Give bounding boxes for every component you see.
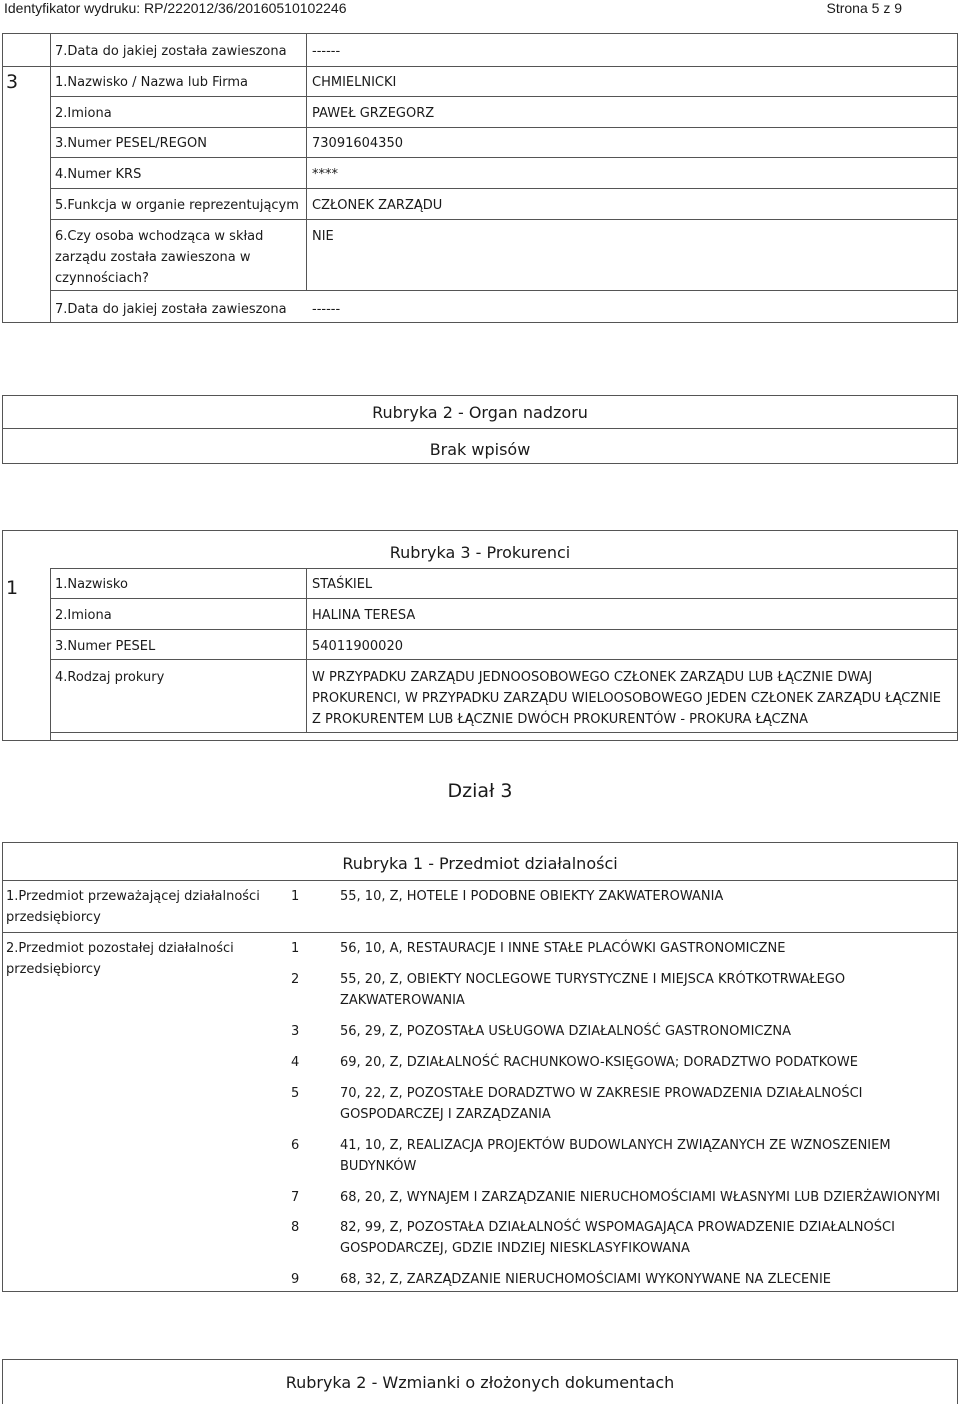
rubryka-1-title: Rubryka 1 - Przedmiot działalności bbox=[342, 854, 618, 873]
row-label: 7.Data do jakiej została zawieszona bbox=[55, 44, 287, 59]
row-label: 4.Numer KRS bbox=[55, 167, 142, 182]
row-label: 3.Numer PESEL bbox=[55, 639, 156, 654]
activity-number: 1 bbox=[291, 889, 300, 904]
person-number: 3 bbox=[6, 71, 19, 93]
other-activity-label: 2.Przedmiot pozostałej działalności przedsiębiorcy bbox=[6, 941, 234, 977]
row-label: 1.Nazwisko bbox=[55, 577, 128, 592]
activity-text: 55, 10, Z, HOTELE I PODOBNE OBIEKTY ZAKWATEROWANIA bbox=[340, 889, 724, 904]
activity-number: 1 bbox=[291, 941, 300, 956]
row-value: ------ bbox=[312, 44, 341, 59]
activity-number: 6 bbox=[291, 1138, 300, 1153]
main-activity-label: 1.Przedmiot przeważającej działalności przedsiębiorcy bbox=[6, 889, 260, 925]
row-label: 7.Data do jakiej została zawieszona bbox=[55, 302, 287, 317]
row-label: 2.Imiona bbox=[55, 608, 112, 623]
row-label: 3.Numer PESEL/REGON bbox=[55, 136, 207, 151]
prokurent-number: 1 bbox=[6, 577, 19, 599]
row-value: NIE bbox=[312, 229, 334, 244]
activity-text: 68, 32, Z, ZARZĄDZANIE NIERUCHOMOŚCIAMI WYKONYWANE NA ZLECENIE bbox=[340, 1272, 832, 1287]
rubryka-3-title: Rubryka 3 - Prokurenci bbox=[389, 543, 571, 562]
activity-text: 56, 29, Z, POZOSTAŁA USŁUGOWA DZIAŁALNOŚĆ GASTRONOMICZNA bbox=[340, 1024, 792, 1039]
section-title: Dział 3 bbox=[447, 780, 513, 802]
activity-text: 82, 99, Z, POZOSTAŁA DZIAŁALNOŚĆ WSPOMAGAJĄCA PROWADZENIE DZIAŁALNOŚCI GOSPODARCZEJ, GDZIE INDZIEJ NIESKLASYFIKOWANA bbox=[340, 1220, 895, 1256]
activity-text: 56, 10, A, RESTAURACJE I INNE STAŁE PLACÓWKI GASTRONOMICZNE bbox=[340, 941, 786, 956]
print-identifier: Identyfikator wydruku: RP/222012/36/20160510102246 bbox=[4, 0, 347, 16]
activity-number: 5 bbox=[291, 1086, 300, 1101]
row-value: **** bbox=[312, 167, 338, 182]
activity-text: 70, 22, Z, POZOSTAŁE DORADZTWO W ZAKRESIE PROWADZENIA DZIAŁALNOŚCI GOSPODARCZEJ I ZARZĄDZANIA bbox=[340, 1086, 863, 1122]
row-label: 1.Nazwisko / Nazwa lub Firma bbox=[55, 75, 248, 90]
row-value: STAŚKIEL bbox=[312, 577, 373, 592]
activity-text: 69, 20, Z, DZIAŁALNOŚĆ RACHUNKOWO-KSIĘGOWA; DORADZTWO PODATKOWE bbox=[340, 1055, 858, 1070]
activity-number: 8 bbox=[291, 1220, 300, 1235]
row-label: 2.Imiona bbox=[55, 106, 112, 121]
activity-number: 2 bbox=[291, 972, 300, 987]
row-label: 5.Funkcja w organie reprezentującym bbox=[55, 198, 299, 213]
row-value: PAWEŁ GRZEGORZ bbox=[312, 106, 435, 121]
empty-entries: Brak wpisów bbox=[429, 440, 531, 459]
row-value: CHMIELNICKI bbox=[312, 75, 397, 90]
activity-number: 7 bbox=[291, 1190, 300, 1205]
activity-number: 9 bbox=[291, 1272, 300, 1287]
activity-number: 4 bbox=[291, 1055, 300, 1070]
activity-text: 55, 20, Z, OBIEKTY NOCLEGOWE TURYSTYCZNE I MIEJSCA KRÓTKOTRWAŁEGO ZAKWATEROWANIA bbox=[340, 972, 846, 1008]
row-label: 4.Rodzaj prokury bbox=[55, 670, 165, 685]
row-value: HALINA TERESA bbox=[312, 608, 416, 623]
row-value: W PRZYPADKU ZARZĄDU JEDNOOSOBOWEGO CZŁONEK ZARZĄDU LUB ŁĄCZNIE DWAJ PROKURENCI, W PRZYPADKU ZARZĄDU WIELOOSOBOWEGO JEDEN CZŁONEK ZARZĄDU ŁĄCZNIE Z PROKURENTEM LUB ŁĄCZNIE DWÓCH PROKURENTÓW - PROKURA ŁĄCZNA bbox=[312, 670, 941, 727]
row-value: 73091604350 bbox=[312, 136, 403, 151]
row-label: 6.Czy osoba wchodząca w skład zarządu została zawieszona w czynnościach? bbox=[55, 229, 264, 286]
activity-text: 68, 20, Z, WYNAJEM I ZARZĄDZANIE NIERUCHOMOŚCIAMI WŁASNYMI LUB DZIERŻAWIONYMI bbox=[340, 1190, 941, 1205]
page-number: Strona 5 z 9 bbox=[826, 0, 902, 16]
row-value: ------ bbox=[312, 302, 341, 317]
rubryka-2-title: Rubryka 2 - Organ nadzoru bbox=[372, 403, 588, 422]
row-value: 54011900020 bbox=[312, 639, 403, 654]
rubryka-wzmianki-title: Rubryka 2 - Wzmianki o złożonych dokumentach bbox=[285, 1373, 675, 1392]
row-value: CZŁONEK ZARZĄDU bbox=[312, 198, 443, 213]
activity-number: 3 bbox=[291, 1024, 300, 1039]
activity-text: 41, 10, Z, REALIZACJA PROJEKTÓW BUDOWLANYCH ZWIĄZANYCH ZE WZNOSZENIEM BUDYNKÓW bbox=[340, 1138, 891, 1174]
